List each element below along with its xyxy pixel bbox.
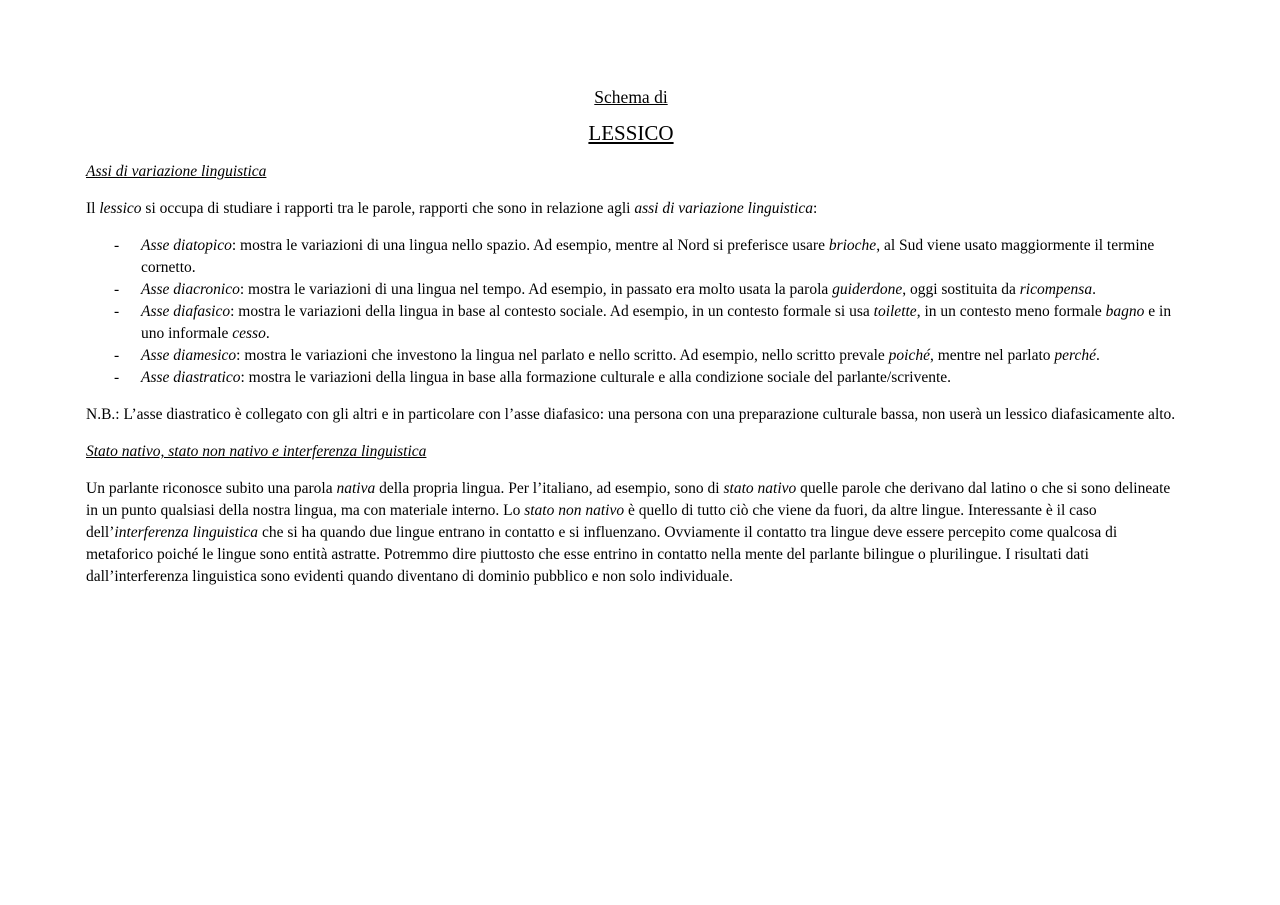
axis-example: ricompensa [1019,281,1093,298]
axis-text: . [265,325,270,342]
axis-text: e in uno informale [141,303,1172,342]
body-italic: stato nativo [723,480,797,497]
body-text: della propria lingua. Per l’italiano, ad esempio, sono di [375,480,724,497]
intro-text-1: Il [86,200,100,217]
axis-text: , oggi sostituita da [902,281,1020,298]
body-italic: nativa [336,480,376,497]
document-page [86,84,1176,603]
list-item-diacronico [86,279,1176,301]
body-text: Un parlante riconosce subito una parola [86,480,337,497]
list-item-diafasico [86,301,1176,345]
axis-name: Asse diamesico [141,347,237,364]
axis-text: : mostra le variazioni di una lingua nello spazio. Ad esempio, mentre al Nord si preferisce usare [231,237,829,254]
axis-text: : mostra le variazioni della lingua in base al contesto sociale. Ad esempio, in un contesto formale si usa [230,303,874,320]
body-text: quelle parole che derivano dal latino o che si sono delineate in un punto qualsiasi della nostra lingua, ma con materiale interno. Lo [86,480,1171,519]
document-subtitle: LESSICO [588,121,674,145]
intro-text-2: si occupa di studiare i rapporti tra le parole, rapporti che sono in relazione agli [141,200,635,217]
body-italic: stato non nativo [524,502,625,519]
axis-example: bagno [1105,303,1145,320]
axis-name: Asse diafasico [141,303,231,320]
section-heading-stato-nativo: Stato nativo, stato non nativo e interferenza linguistica [86,443,427,460]
note-paragraph: N.B.: L’asse diastratico è collegato con gli altri e in particolare con l’asse diafasico: una persona con una preparazione culturale bassa, non userà un lessico diafasicamente alto. [86,406,1176,423]
axis-text: : mostra le variazioni che investono la lingua nel parlato e nello scritto. Ad esempio, nello scritto prevale [236,347,889,364]
list-item-diatopico [86,235,1176,279]
intro-text-3: : [813,200,818,217]
axis-text: , al Sud viene usato maggiormente il termine cornetto. [141,237,1155,276]
axis-text: . [1092,281,1096,298]
axis-example: brioche [828,237,877,254]
axis-text: : mostra le variazioni di una lingua nel tempo. Ad esempio, in passato era molto usata la parola [239,281,833,298]
intro-italic-2: assi di variazione linguistica [634,200,814,217]
intro-italic-1: lessico [99,200,142,217]
axis-example: cesso [232,325,266,342]
bullet-dash: - [114,303,120,320]
axis-example: poiché [888,347,930,364]
axis-example: guiderdone [832,281,903,298]
body-text: che si ha quando due lingue entrano in contatto e si influenzano. Ovviamente il contatto tra lingue deve essere percepito come qualcosa di metaforico poiché le lingue sono entità astratte. Potremmo dire piuttosto che esse entrino in contatto nella mente del parlante bilingue o plurilingue. I risultati dati dall’interferenza linguistica sono evidenti quando diventano di dominio pubblico e non solo individuale. [86,524,1118,585]
bullet-dash: - [114,281,120,298]
axis-text: , mentre nel parlato [930,347,1055,364]
axis-name: Asse diacronico [141,281,240,298]
document-title: Schema di [594,87,668,107]
list-item-diamesico [86,345,1176,367]
axes-list [86,235,1176,389]
section-heading-assi: Assi di variazione linguistica [86,163,267,180]
bullet-dash: - [114,347,120,364]
list-item-diastratico [86,367,1176,389]
axis-text: : mostra le variazioni della lingua in base alla formazione culturale e alla condizione sociale del parlante/scrivente. [240,369,952,386]
axis-text: . [1096,347,1100,364]
axis-example: perché [1054,347,1096,364]
axis-text: , in un contesto meno formale [916,303,1106,320]
body-paragraph [86,478,1176,588]
axis-name: Asse diastratico [141,369,241,386]
bullet-dash: - [114,237,120,254]
axis-name: Asse diatopico [141,237,232,254]
intro-paragraph [86,198,1176,220]
body-text: è quello di tutto ciò che viene da fuori, da altre lingue. Interessante è il caso dell’ [86,502,1097,541]
bullet-dash: - [114,369,120,386]
axis-example: toilette [873,303,917,320]
body-italic: interferenza linguistica [114,524,259,541]
